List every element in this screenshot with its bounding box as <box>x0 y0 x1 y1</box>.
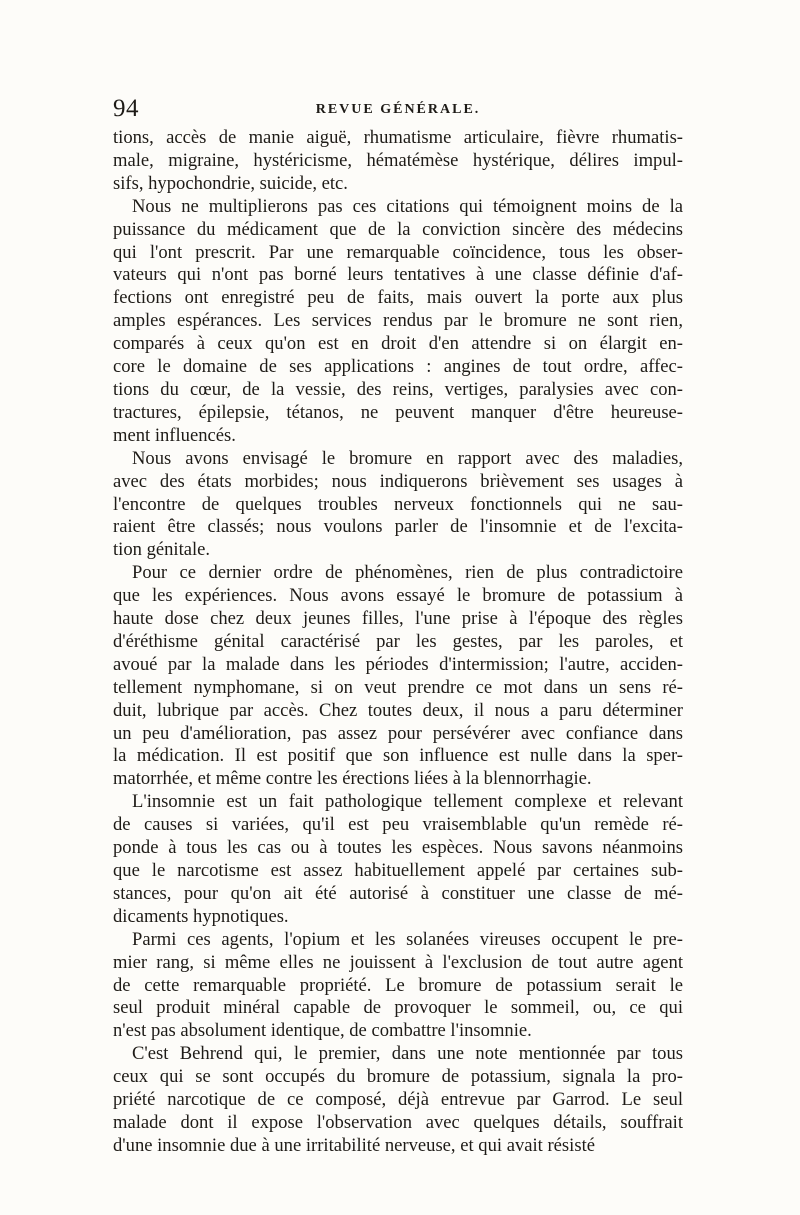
text-line: malade dont il expose l'observation avec quelques détails, souffrait <box>113 1111 683 1133</box>
text-line: d'une insomnie due à une irritabilité nerveuse, et qui avait résisté <box>113 1134 595 1156</box>
text-line: Parmi ces agents, l'opium et les solanées vireuses occupent le pre- <box>132 928 683 950</box>
text-line: dicaments hypnotiques. <box>113 905 289 927</box>
text-line: un peu d'amélioration, pas assez pour persévérer avec confiance dans <box>113 722 683 744</box>
text-line: n'est pas absolument identique, de combattre l'insomnie. <box>113 1020 532 1042</box>
text-line: L'insomnie est un fait pathologique tellement complexe et relevant <box>132 791 683 813</box>
text-line: duit, lubrique par accès. Chez toutes deux, il nous a paru déterminer <box>113 699 683 721</box>
text-line: tions, accès de manie aiguë, rhumatisme articulaire, fièvre rhumatis- <box>113 127 683 148</box>
text-line: que les expériences. Nous avons essayé le bromure de potassium à <box>113 585 683 607</box>
text-line: comparés à ceux qu'on est en droit d'en attendre si on élargit en- <box>113 333 683 355</box>
text-line: male, migraine, hystéricisme, hématémèse hystérique, délires impul- <box>113 149 683 171</box>
text-line: Pour ce dernier ordre de phénomènes, rien de plus contradictoire <box>132 562 683 584</box>
text-line: puissance du médicament que de la conviction sincère des médecins <box>113 218 683 240</box>
text-line: tractures, épilepsie, tétanos, ne peuvent manquer d'être heureuse- <box>113 401 683 423</box>
text-line: fections ont enregistré peu de faits, mais ouvert la porte aux plus <box>113 287 683 309</box>
text-line: d'éréthisme génital caractérisé par les gestes, par les paroles, et <box>113 630 683 652</box>
page-number: 94 <box>113 95 139 122</box>
text-line: sifs, hypochondrie, suicide, etc. <box>113 172 348 194</box>
text-line: raient être classés; nous voulons parler de l'insomnie et de l'excita- <box>113 516 683 538</box>
text-line: tellement nymphomane, si on veut prendre ce mot dans un sens ré- <box>113 676 683 698</box>
text-line: ponde à tous les cas ou à toutes les espèces. Nous savons néanmoins <box>113 837 683 859</box>
body-text <box>113 127 683 1158</box>
text-line: avoué par la malade dans les périodes d'intermission; l'autre, acciden- <box>113 653 683 675</box>
text-line: tions du cœur, de la vessie, des reins, vertiges, paralysies avec con- <box>113 378 683 400</box>
page-header <box>113 95 683 123</box>
text-line: de causes si variées, qu'il est peu vraisemblable qu'un remède ré- <box>113 814 683 836</box>
text-line: avec des états morbides; nous indiquerons brièvement ses usages à <box>113 470 683 492</box>
text-line: qui l'ont prescrit. Par une remarquable coïncidence, tous les obser- <box>113 241 683 263</box>
text-line: seul produit minéral capable de provoquer le sommeil, ou, ce qui <box>113 997 683 1019</box>
text-line: Nous ne multiplierons pas ces citations qui témoignent moins de la <box>132 195 683 217</box>
text-line: matorrhée, et même contre les érections liées à la blennorrhagie. <box>113 768 592 790</box>
text-line: C'est Behrend qui, le premier, dans une note mentionnée par tous <box>132 1043 683 1065</box>
text-line: l'encontre de quelques troubles nerveux fonctionnels qui ne sau- <box>113 493 683 515</box>
text-line: priété narcotique de ce composé, déjà entrevue par Garrod. Le seul <box>113 1089 683 1111</box>
text-line: tion génitale. <box>113 539 211 561</box>
text-line: amples espérances. Les services rendus par le bromure ne sont rien, <box>113 310 683 332</box>
text-line: mier rang, si même elles ne jouissent à l'exclusion de tout autre agent <box>113 951 683 973</box>
text-line: stances, pour qu'on ait été autorisé à constituer une classe de mé- <box>113 882 683 904</box>
running-head: REVUE GÉNÉRALE. <box>315 102 481 117</box>
text-line: core le domaine de ses applications : angines de tout ordre, affec- <box>113 356 683 378</box>
text-line: ment influencés. <box>113 424 236 446</box>
text-line: que le narcotisme est assez habituellement appelé par certaines sub- <box>113 860 683 881</box>
text-line: ceux qui se sont occupés du bromure de potassium, signala la pro- <box>113 1066 683 1088</box>
text-line: Nous avons envisagé le bromure en rapport avec des maladies, <box>132 447 683 469</box>
text-line: haute dose chez deux jeunes filles, l'une prise à l'époque des règles <box>113 608 683 630</box>
text-line: de cette remarquable propriété. Le bromure de potassium serait le <box>113 974 683 996</box>
text-line: vateurs qui n'ont pas borné leurs tentatives à une classe définie d'af- <box>113 264 683 286</box>
text-line: la médication. Il est positif que son influence est nulle dans la sper- <box>113 745 683 767</box>
